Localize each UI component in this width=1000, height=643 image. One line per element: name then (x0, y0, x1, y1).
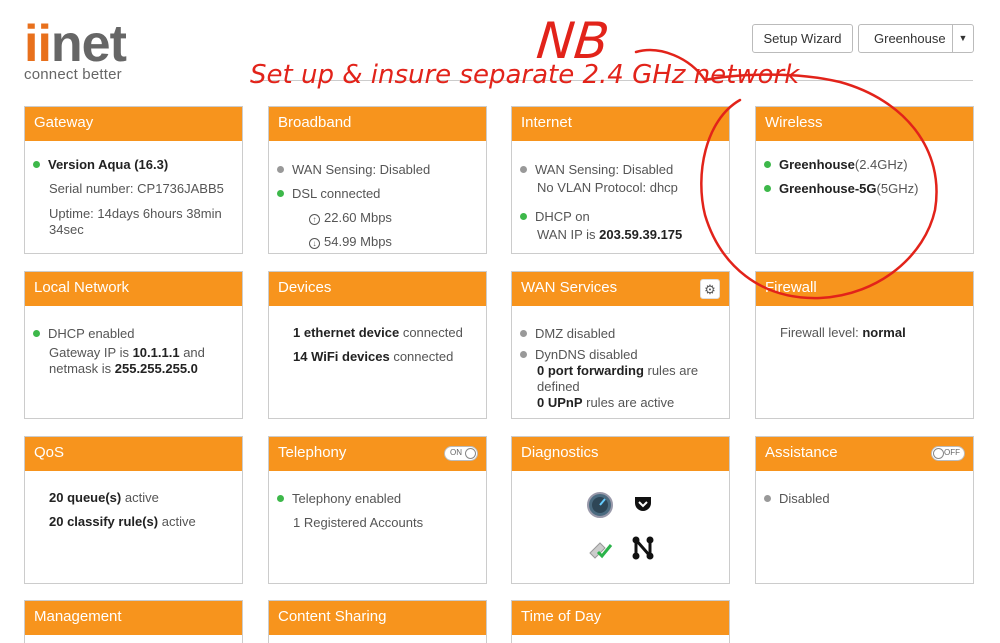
wan-services-upnp: 0 UPnP rules are active (537, 395, 675, 410)
broadband-upload: ↑ 22.60 Mbps (309, 210, 480, 226)
content-sharing-title[interactable]: Content Sharing (269, 601, 486, 635)
wan-services-port-forwarding: 0 port forwarding rules are defined (537, 363, 699, 394)
status-ok-icon (33, 330, 40, 337)
network-check-icon[interactable] (586, 535, 614, 561)
logo-wordmark: iinet (24, 15, 126, 73)
devices-wifi: 14 WiFi devices connected (293, 349, 454, 364)
assistance-panel[interactable] (755, 436, 974, 584)
telephony-title[interactable]: Telephony ON (269, 437, 486, 471)
internet-panel[interactable] (511, 106, 730, 254)
telephony-accounts: 1 Registered Accounts (293, 515, 424, 530)
management-title[interactable]: Management (25, 601, 242, 635)
qos-rules: 20 classify rule(s) active (49, 514, 196, 529)
broadband-download: ↓ 54.99 Mbps (309, 234, 480, 250)
devices-panel[interactable] (268, 271, 487, 419)
network-select[interactable] (858, 24, 974, 53)
status-ok-icon (33, 161, 40, 168)
chevron-down-icon[interactable]: ▼ (952, 25, 973, 52)
internet-vlan: No VLAN Protocol: dhcp (537, 180, 678, 195)
devices-ethernet: 1 ethernet device connected (293, 325, 463, 340)
telephony-status: Telephony enabled (277, 491, 480, 507)
iinet-logo (24, 15, 126, 83)
local-network-title[interactable]: Local Network (25, 272, 242, 306)
broadband-title[interactable]: Broadband (269, 107, 486, 141)
qos-queues: 20 queue(s) active (49, 490, 159, 505)
status-off-icon (764, 495, 771, 502)
firewall-title[interactable]: Firewall (756, 272, 973, 306)
toggle-knob (465, 448, 476, 459)
wan-services-title[interactable]: WAN Services ⚙ (512, 272, 729, 306)
local-network-dhcp: DHCP enabled (33, 326, 236, 342)
annotation-nb: NB (533, 12, 612, 70)
status-off-icon (520, 330, 527, 337)
download-arrow-icon: ↓ (309, 238, 320, 249)
internet-wan-sensing: WAN Sensing: Disabled (520, 162, 723, 178)
status-ok-icon (520, 213, 527, 220)
toggle-knob (933, 448, 944, 459)
diagnostics-panel[interactable] (511, 436, 730, 584)
firewall-panel[interactable] (755, 271, 974, 419)
status-ok-icon (277, 190, 284, 197)
wan-services-dyndns: DynDNS disabled (520, 347, 723, 363)
qos-panel[interactable] (24, 436, 243, 584)
local-network-netmask: netmask is 255.255.255.0 (49, 361, 198, 376)
network-select-value: Greenhouse (874, 31, 946, 46)
broadband-wan-sensing: WAN Sensing: Disabled (277, 162, 480, 178)
assistance-title[interactable]: Assistance OFF (756, 437, 973, 471)
gateway-version: Version Aqua (16.3) (33, 157, 236, 173)
wireless-title[interactable]: Wireless (756, 107, 973, 141)
upload-arrow-icon: ↑ (309, 214, 320, 225)
wireless-network-5g: Greenhouse-5G(5GHz) (764, 181, 967, 197)
gateway-panel[interactable] (24, 106, 243, 254)
status-off-icon (520, 166, 527, 173)
setup-wizard-button[interactable]: Setup Wizard (752, 24, 853, 53)
gateway-serial: Serial number: CP1736JABB5 (49, 181, 224, 196)
status-ok-icon (764, 161, 771, 168)
annotation-note: Set up & insure separate 2.4 GHz network (250, 60, 800, 90)
pocket-icon[interactable] (632, 493, 654, 515)
diagnostics-title[interactable]: Diagnostics (512, 437, 729, 471)
qos-title[interactable]: QoS (25, 437, 242, 471)
status-ok-icon (764, 185, 771, 192)
status-ok-icon (277, 495, 284, 502)
logo-tagline: connect better (24, 66, 122, 83)
local-network-panel[interactable] (24, 271, 243, 419)
topology-icon[interactable] (630, 535, 656, 561)
local-network-gateway-ip: Gateway IP is 10.1.1.1 and (49, 345, 205, 360)
wireless-network-24: Greenhouse(2.4GHz) (764, 157, 967, 173)
telephony-panel[interactable] (268, 436, 487, 584)
status-off-icon (277, 166, 284, 173)
telephony-toggle[interactable]: ON (444, 446, 478, 461)
devices-title[interactable]: Devices (269, 272, 486, 306)
internet-dhcp: DHCP on (520, 209, 723, 225)
gateway-uptime: Uptime: 14days 6hours 38min 34sec (49, 206, 222, 237)
wireless-panel[interactable] (755, 106, 974, 254)
time-of-day-panel[interactable] (511, 600, 730, 643)
firewall-level: Firewall level: normal (780, 325, 906, 340)
management-panel[interactable] (24, 600, 243, 643)
time-of-day-title[interactable]: Time of Day (512, 601, 729, 635)
wan-services-panel[interactable] (511, 271, 730, 419)
speed-gauge-icon[interactable] (586, 491, 614, 519)
wan-services-dmz: DMZ disabled (520, 326, 723, 342)
internet-wan-ip: WAN IP is 203.59.39.175 (537, 227, 683, 242)
internet-title[interactable]: Internet (512, 107, 729, 141)
settings-gear-icon[interactable]: ⚙ (700, 279, 720, 299)
broadband-dsl: DSL connected (277, 186, 480, 202)
gateway-title[interactable]: Gateway (25, 107, 242, 141)
assistance-status: Disabled (764, 491, 967, 507)
assistance-toggle[interactable]: OFF (931, 446, 965, 461)
status-off-icon (520, 351, 527, 358)
content-sharing-panel[interactable] (268, 600, 487, 643)
broadband-panel[interactable] (268, 106, 487, 254)
